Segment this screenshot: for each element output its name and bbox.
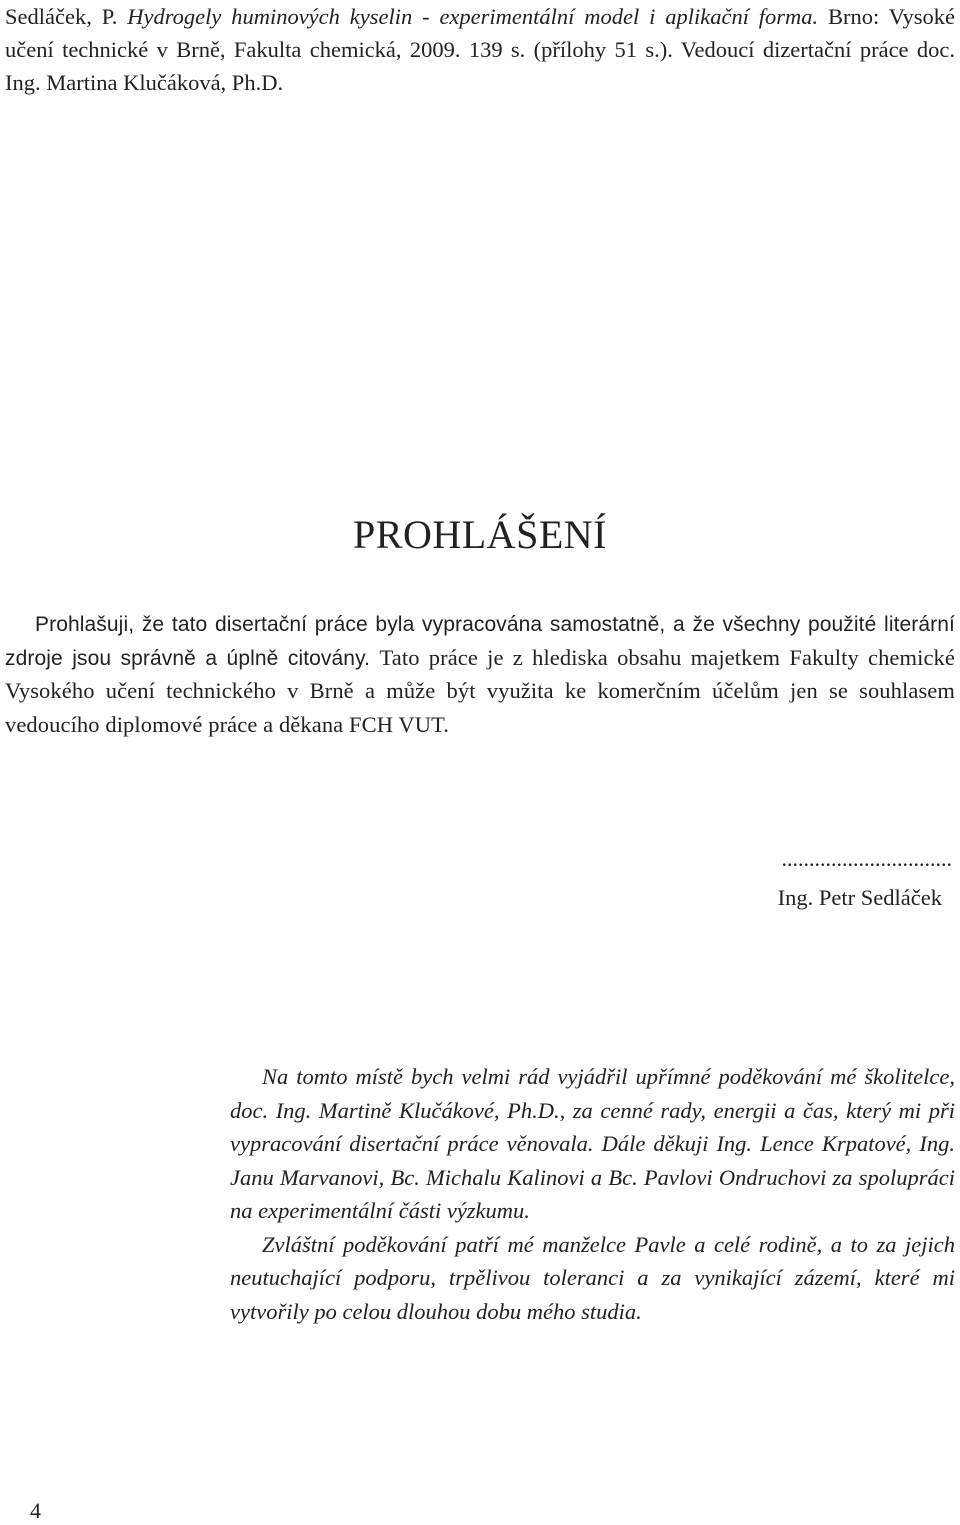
declaration-sentence-2: Tato práce je z hlediska obsahu majetkem Fakulty chemické Vysokého učení technického v Brně a může být využita ke komerčním účelům jen se souhlasem vedoucího diplomové práce a děkana FCH VUT.: [5, 644, 955, 737]
declaration-sentence-1: Prohlašuji, že tato disertační práce byla vypracována samostatně, a že všechny použité literární zdroje jsou správně a úplně citovány.: [5, 613, 955, 670]
citation-author: Sedláček, P.: [5, 4, 118, 29]
page-number: 4: [30, 1498, 41, 1523]
citation-title: Hydrogely huminových kyselin - experimentální model i aplikační forma.: [127, 4, 819, 29]
declaration-heading: PROHLÁŠENÍ: [353, 512, 607, 557]
bibliographic-citation: [5, 0, 955, 99]
declaration-text: [5, 609, 955, 742]
acknowledgement-paragraph-2: Zvláštní poděkování patří mé manželce Pavle a celé rodině, a to za jejich neutuchající podporu, trpělivou toleranci a za vynikající zázemí, které mi vytvořily po celou dlouhou dobu mého studia.: [230, 1231, 955, 1324]
signature-name: Ing. Petr Sedláček: [777, 885, 942, 910]
acknowledgement-paragraph-1: Na tomto místě bych velmi rád vyjádřil upřímné poděkování mé školitelce, doc. Ing. Martině Klučákové, Ph.D., za cenné rady, energii a čas, který mi při vypracování disertační práce věnovala. Dále děkuji Ing. Lence Krpatové, Ing. Janu Marvanovi, Bc. Michalu Kalinovi a Bc. Pavlovi Ondruchovi za spolupráci na experimentální části výzkumu.: [230, 1064, 955, 1223]
citation-details: Brno: Vysoké učení technické v Brně, Fakulta chemická, 2009. 139 s. (přílohy 51 s.). Vedoucí dizertační práce doc. Ing. Martina Klučáková, Ph.D.: [5, 4, 955, 95]
acknowledgement: [230, 1060, 955, 1328]
signature-line: ...............................: [781, 846, 952, 871]
